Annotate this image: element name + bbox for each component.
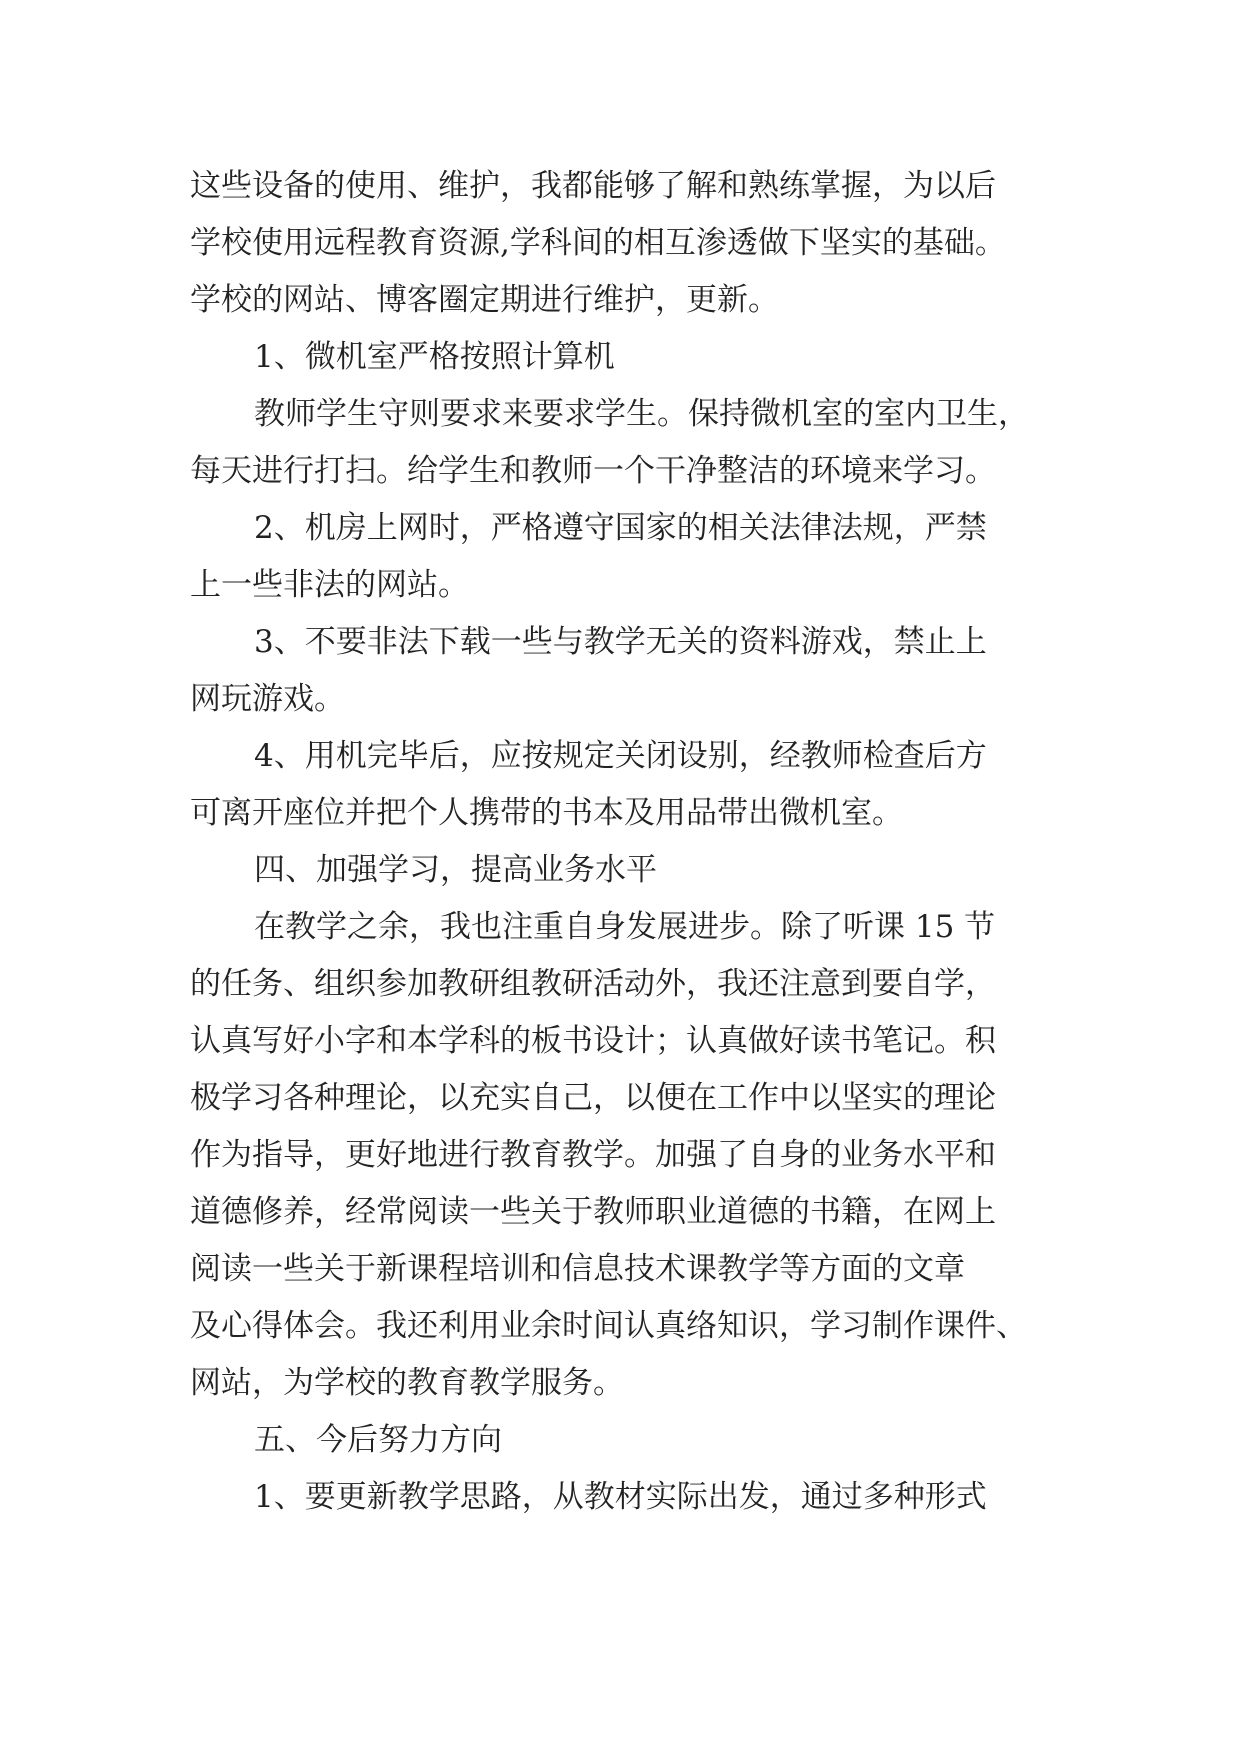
list-item: 2、机房上网时，严格遵守国家的相关法律法规，严禁 xyxy=(254,510,987,546)
text-line: 学校使用远程教育资源,学科间的相互渗透做下坚实的基础。 xyxy=(190,225,1006,261)
section-heading: 五、今后努力方向 xyxy=(254,1422,502,1458)
text-line: 每天进行打扫。给学生和教师一个干净整洁的环境来学习。 xyxy=(190,453,996,489)
text-line: 可离开座位并把个人携带的书本及用品带出微机室。 xyxy=(190,795,903,831)
text-line: 认真写好小字和本学科的板书设计；认真做好读书笔记。积 xyxy=(190,1023,996,1059)
text-line: 阅读一些关于新课程培训和信息技术课教学等方面的文章 xyxy=(190,1251,965,1287)
paragraph-start: 教师学生守则要求来要求学生。保持微机室的室内卫生， xyxy=(254,396,1029,432)
text-line: 上一些非法的网站。 xyxy=(190,567,469,603)
text-line: 网玩游戏。 xyxy=(190,681,345,717)
list-item: 3、不要非法下载一些与教学无关的资料游戏，禁止上 xyxy=(254,624,987,660)
list-item-heading: 1、微机室严格按照计算机 xyxy=(254,339,615,375)
document-body xyxy=(190,158,1070,1526)
text-line: 作为指导，更好地进行教育教学。加强了自身的业务水平和 xyxy=(190,1137,996,1173)
list-item: 1、要更新教学思路，从教材实际出发，通过多种形式 xyxy=(254,1479,987,1515)
text-line: 道德修养，经常阅读一些关于教师职业道德的书籍，在网上 xyxy=(190,1194,996,1230)
text-line: 的任务、组织参加教研组教研活动外，我还注意到要自学， xyxy=(190,966,996,1002)
text-line: 极学习各种理论，以充实自己，以便在工作中以坚实的理论 xyxy=(190,1080,996,1116)
text-line: 学校的网站、博客圈定期进行维护，更新。 xyxy=(190,282,779,318)
list-item: 4、用机完毕后，应按规定关闭设别，经教师检查后方 xyxy=(254,738,987,774)
text-line: 及心得体会。我还利用业余时间认真络知识，学习制作课件、 xyxy=(190,1308,1027,1344)
text-line: 这些设备的使用、维护，我都能够了解和熟练掌握，为以后 xyxy=(190,168,996,204)
section-heading: 四、加强学习，提高业务水平 xyxy=(254,852,657,888)
text-line: 网站，为学校的教育教学服务。 xyxy=(190,1365,624,1401)
paragraph-start: 在教学之余，我也注重自身发展进步。除了听课 15 节 xyxy=(254,909,996,945)
